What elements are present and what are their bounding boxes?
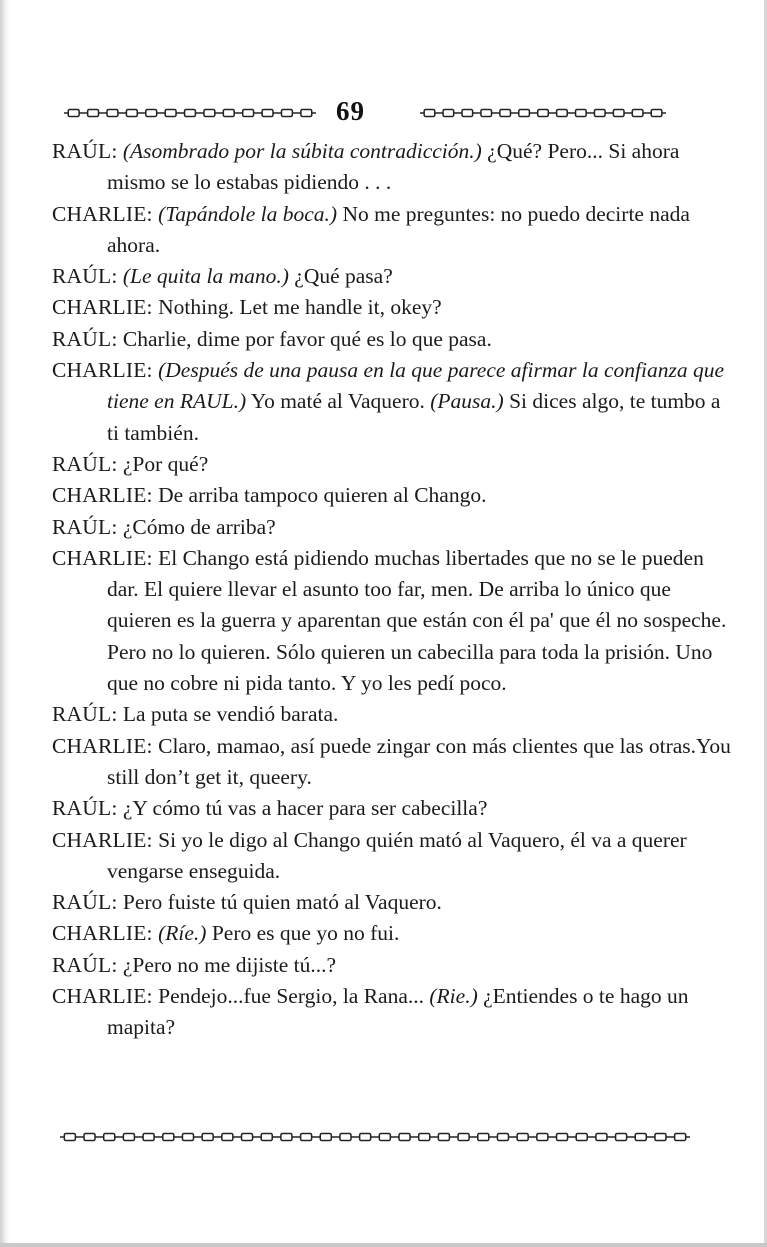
dialogue-text: ¿Cómo de arriba? bbox=[122, 514, 276, 539]
speaker-name: RAÚL: bbox=[52, 796, 118, 821]
page-bottom-border bbox=[0, 1243, 767, 1247]
speaker-name: CHARLIE: bbox=[52, 295, 153, 320]
dialogue-line bbox=[52, 199, 732, 262]
speaker-name: RAÚL: bbox=[52, 264, 118, 289]
speaker-name: RAÚL: bbox=[52, 451, 118, 476]
stage-direction: (Asombrado por la súbita contradicción.) bbox=[122, 139, 482, 163]
dialogue-line bbox=[52, 324, 732, 355]
dialogue-line bbox=[52, 136, 732, 199]
dialogue-line bbox=[52, 512, 732, 543]
speaker-name: CHARLIE: bbox=[52, 201, 153, 226]
dialogue-line bbox=[52, 355, 732, 449]
ornament-chain-right bbox=[420, 108, 666, 118]
speaker-name: CHARLIE: bbox=[52, 483, 153, 508]
dialogue-text: ¿Qué? Pero... Si ahora mismo se lo estabas pidiendo . . . bbox=[107, 139, 680, 195]
speaker-name: RAÚL: bbox=[52, 326, 118, 351]
speaker-name: RAÚL: bbox=[52, 514, 118, 539]
dialogue-text: Charlie, dime por favor qué es lo que pasa. bbox=[122, 326, 492, 351]
dialogue-text: ¿Entiendes o te hago un mapita? bbox=[107, 984, 689, 1040]
dialogue-text: Si dices algo, te tumbo a ti también. bbox=[107, 389, 721, 445]
page-number: 69 bbox=[336, 96, 365, 126]
page-left-shadow bbox=[0, 0, 10, 1247]
play-dialogue bbox=[52, 136, 732, 1044]
speaker-name: RAÚL: bbox=[52, 890, 118, 915]
dialogue-text: ¿Y cómo tú vas a hacer para ser cabecilla? bbox=[122, 796, 488, 821]
dialogue-text: Pero es que yo no fui. bbox=[206, 921, 400, 946]
speaker-name: RAÚL: bbox=[52, 702, 118, 727]
dialogue-line bbox=[52, 449, 732, 480]
dialogue-line bbox=[52, 793, 732, 824]
dialogue-text: No me preguntes: no puedo decirte nada ahora. bbox=[107, 201, 690, 257]
speaker-name: CHARLIE: bbox=[52, 358, 153, 383]
ornament-chain-left bbox=[64, 108, 316, 118]
ornament-chain-footer bbox=[60, 1132, 690, 1142]
dialogue-text: La puta se vendió barata. bbox=[122, 702, 339, 727]
dialogue-line bbox=[52, 261, 732, 292]
stage-direction: (Después de una pausa en la que parece afirmar la confianza que tiene en RAUL.) bbox=[107, 358, 724, 414]
dialogue-line bbox=[52, 731, 732, 794]
stage-direction: (Le quita la mano.) bbox=[122, 264, 289, 289]
dialogue-text: ¿Qué pasa? bbox=[288, 264, 393, 289]
dialogue-text: Nothing. Let me handle it, okey? bbox=[158, 295, 442, 320]
speaker-name: CHARLIE: bbox=[52, 921, 153, 946]
stage-direction: (Rie.) bbox=[429, 984, 478, 1009]
dialogue-line bbox=[52, 480, 732, 511]
speaker-name: CHARLIE: bbox=[52, 545, 153, 570]
dialogue-text: Pendejo...fue Sergio, la Rana... bbox=[158, 984, 430, 1009]
dialogue-line bbox=[52, 699, 732, 730]
speaker-name: RAÚL: bbox=[52, 139, 118, 163]
speaker-name: CHARLIE: bbox=[52, 827, 153, 852]
dialogue-line bbox=[52, 981, 732, 1044]
speaker-name: CHARLIE: bbox=[52, 733, 153, 758]
dialogue-line bbox=[52, 950, 732, 981]
dialogue-text: De arriba tampoco quieren al Chango. bbox=[158, 483, 487, 508]
page-header bbox=[0, 98, 767, 130]
dialogue-text: El Chango está pidiendo muchas libertades que no se le pueden dar. El quiere llevar el asunto too far, men. De arriba lo único que quieren es la guerra y aparentan que están con él pa' que él no sospeche. Pero no lo quieren. Sólo quieren un cabecilla para toda la prisión. Uno que no cobre ni pida tanto. Y yo les pedí poco. bbox=[107, 545, 727, 696]
dialogue-text: Pero fuiste tú quien mató al Vaquero. bbox=[122, 890, 442, 915]
dialogue-line bbox=[52, 292, 732, 323]
stage-direction: (Ríe.) bbox=[158, 921, 207, 946]
stage-direction: (Pausa.) bbox=[430, 389, 504, 414]
dialogue-line bbox=[52, 543, 732, 699]
dialogue-text: Claro, mamao, así puede zingar con más clientes que las otras.You still don’t get it, queery. bbox=[107, 733, 731, 789]
stage-direction: (Tapándole la boca.) bbox=[158, 201, 338, 226]
dialogue-text: ¿Pero no me dijiste tú...? bbox=[122, 952, 337, 977]
dialogue-text: Yo maté al Vaquero. bbox=[246, 389, 431, 414]
dialogue-line bbox=[52, 825, 732, 888]
dialogue-text: ¿Por qué? bbox=[122, 451, 209, 476]
speaker-name: CHARLIE: bbox=[52, 984, 153, 1009]
dialogue-line bbox=[52, 887, 732, 918]
dialogue-text: Si yo le digo al Chango quién mató al Vaquero, él va a querer vengarse enseguida. bbox=[107, 827, 687, 883]
dialogue-line bbox=[52, 918, 732, 949]
speaker-name: RAÚL: bbox=[52, 952, 118, 977]
